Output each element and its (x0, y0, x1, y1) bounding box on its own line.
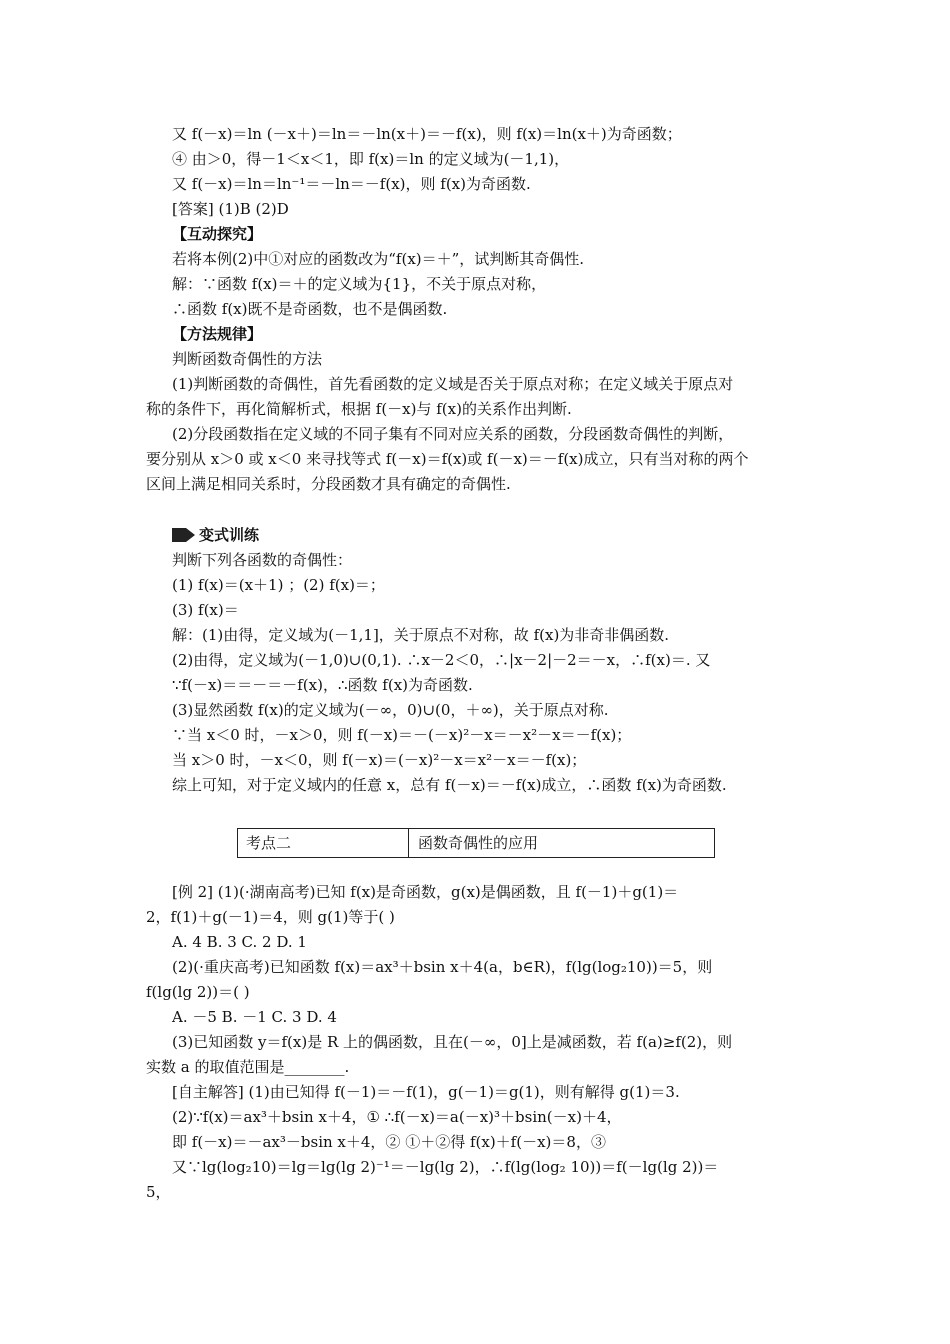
text-line: 解：∵函数 f(x)＝＋的定义域为{1}，不关于原点对称， (172, 275, 547, 293)
play-triangle-icon (186, 528, 195, 542)
text-line: ④ 由＞0，得－1＜x＜1，即 f(x)＝ln 的定义域为(－1,1)， (172, 150, 570, 168)
play-box-icon (172, 528, 186, 542)
text-line: 区间上满足相同关系时，分段函数才具有确定的奇偶性. (146, 475, 511, 493)
text-line: 若将本例(2)中①对应的函数改为“f(x)＝＋”，试判断其奇偶性. (172, 250, 585, 268)
text-line: (3)已知函数 y＝f(x)是 R 上的偶函数，且在(－∞，0]上是减函数，若 f(a)≥f(2)，则 (172, 1033, 733, 1051)
text-line: ∴函数 f(x)既不是奇函数，也不是偶函数. (172, 300, 448, 318)
text-line: 综上可知，对于定义域内的任意 x，总有 f(－x)＝－f(x)成立，∴函数 f(x)为奇函数. (172, 776, 727, 794)
answer-line: [答案] (1)B (2)D (172, 200, 289, 218)
choices-line: A. 4 B. 3 C. 2 D. 1 (172, 933, 307, 951)
topic-title: 函数奇偶性的应用 (418, 834, 539, 852)
topic-number: 考点二 (246, 834, 292, 852)
topic-table-row (237, 828, 715, 858)
text-line: 判断下列各函数的奇偶性： (172, 551, 353, 569)
topic-cell-left (238, 829, 409, 857)
choices-line: A. －5 B. －1 C. 3 D. 4 (172, 1008, 337, 1026)
text-line: 又 f(－x)＝ln (－x＋)＝ln＝－ln(x＋)＝－f(x)，则 f(x)＝ln(x＋)为奇函数； (172, 125, 682, 143)
text-line: 称的条件下，再化简解析式，根据 f(－x)与 f(x)的关系作出判断. (146, 400, 572, 418)
text-line: (2)∵f(x)＝ax³＋bsin x＋4，① ∴f(－x)＝a(－x)³＋bsin(－x)＋4， (172, 1108, 622, 1126)
text-line: 又∵lg(log₂10)＝lg＝lg(lg 2)⁻¹＝－lg(lg 2)，∴f(lg(log₂ 10))＝f(－lg(lg 2))＝ (172, 1158, 719, 1176)
text-line: 判断函数奇偶性的方法 (172, 350, 323, 368)
text-line: 实数 a 的取值范围是________. (146, 1058, 350, 1076)
text-line: (2)由得，定义域为(－1,0)∪(0,1). ∴x－2＜0，∴|x－2|－2＝－x，∴f(x)＝. 又 (172, 651, 711, 669)
text-line: 解：(1)由得，定义域为(－1,1]，关于原点不对称，故 f(x)为非奇非偶函数. (172, 626, 670, 644)
text-line: (3)显然函数 f(x)的定义域为(－∞，0)∪(0，＋∞)，关于原点对称. (172, 701, 609, 719)
text-line: 当 x＞0 时，－x＜0，则 f(－x)＝(－x)²－x＝x²－x＝－f(x)； (172, 751, 587, 769)
text-line: ∵f(－x)＝＝－＝－f(x)，∴函数 f(x)为奇函数. (172, 676, 473, 694)
text-line: 即 f(－x)＝－ax³－bsin x＋4，② ①＋②得 f(x)＋f(－x)＝8，③ (172, 1133, 606, 1151)
text-line: 2，f(1)＋g(－1)＝4，则 g(1)等于( ) (146, 908, 395, 926)
text-line: [自主解答] (1)由已知得 f(－1)＝－f(1)，g(－1)＝g(1)，则有解得 g(1)＝3. (172, 1083, 680, 1101)
text-line: f(lg(lg 2))＝( ) (146, 983, 250, 1001)
variant-training-heading: 变式训练 (172, 524, 259, 546)
text-line: (1) f(x)＝(x＋1) ；(2) f(x)＝； (172, 576, 385, 594)
section-heading: 【互动探究】 (172, 225, 263, 243)
text-line: (3) f(x)＝ (172, 601, 239, 619)
text-line: (2)分段函数指在定义域的不同子集有不同对应关系的函数，分段函数奇偶性的判断， (172, 425, 734, 443)
text-line: (2)(·重庆高考)已知函数 f(x)＝ax³＋bsin x＋4(a，b∈R)，f(lg(log₂10))＝5，则 (172, 958, 713, 976)
example-line: [例 2] (1)(·湖南高考)已知 f(x)是奇函数，g(x)是偶函数，且 f(－1)＋g(1)＝ (172, 883, 679, 901)
text-line: 又 f(－x)＝ln＝ln⁻¹＝－ln＝－f(x)，则 f(x)为奇函数. (172, 175, 531, 193)
section-heading: 【方法规律】 (172, 325, 263, 343)
text-line: (1)判断函数的奇偶性，首先看函数的定义域是否关于原点对称；在定义域关于原点对 (172, 375, 734, 393)
text-line: ∵当 x＜0 时，－x＞0，则 f(－x)＝－(－x)²－x＝－x²－x＝－f(x)； (172, 726, 632, 744)
text-line: 5， (146, 1183, 171, 1201)
text-line: 要分别从 x＞0 或 x＜0 来寻找等式 f(－x)＝f(x)或 f(－x)＝－f(x)成立，只有当对称的两个 (146, 450, 749, 468)
